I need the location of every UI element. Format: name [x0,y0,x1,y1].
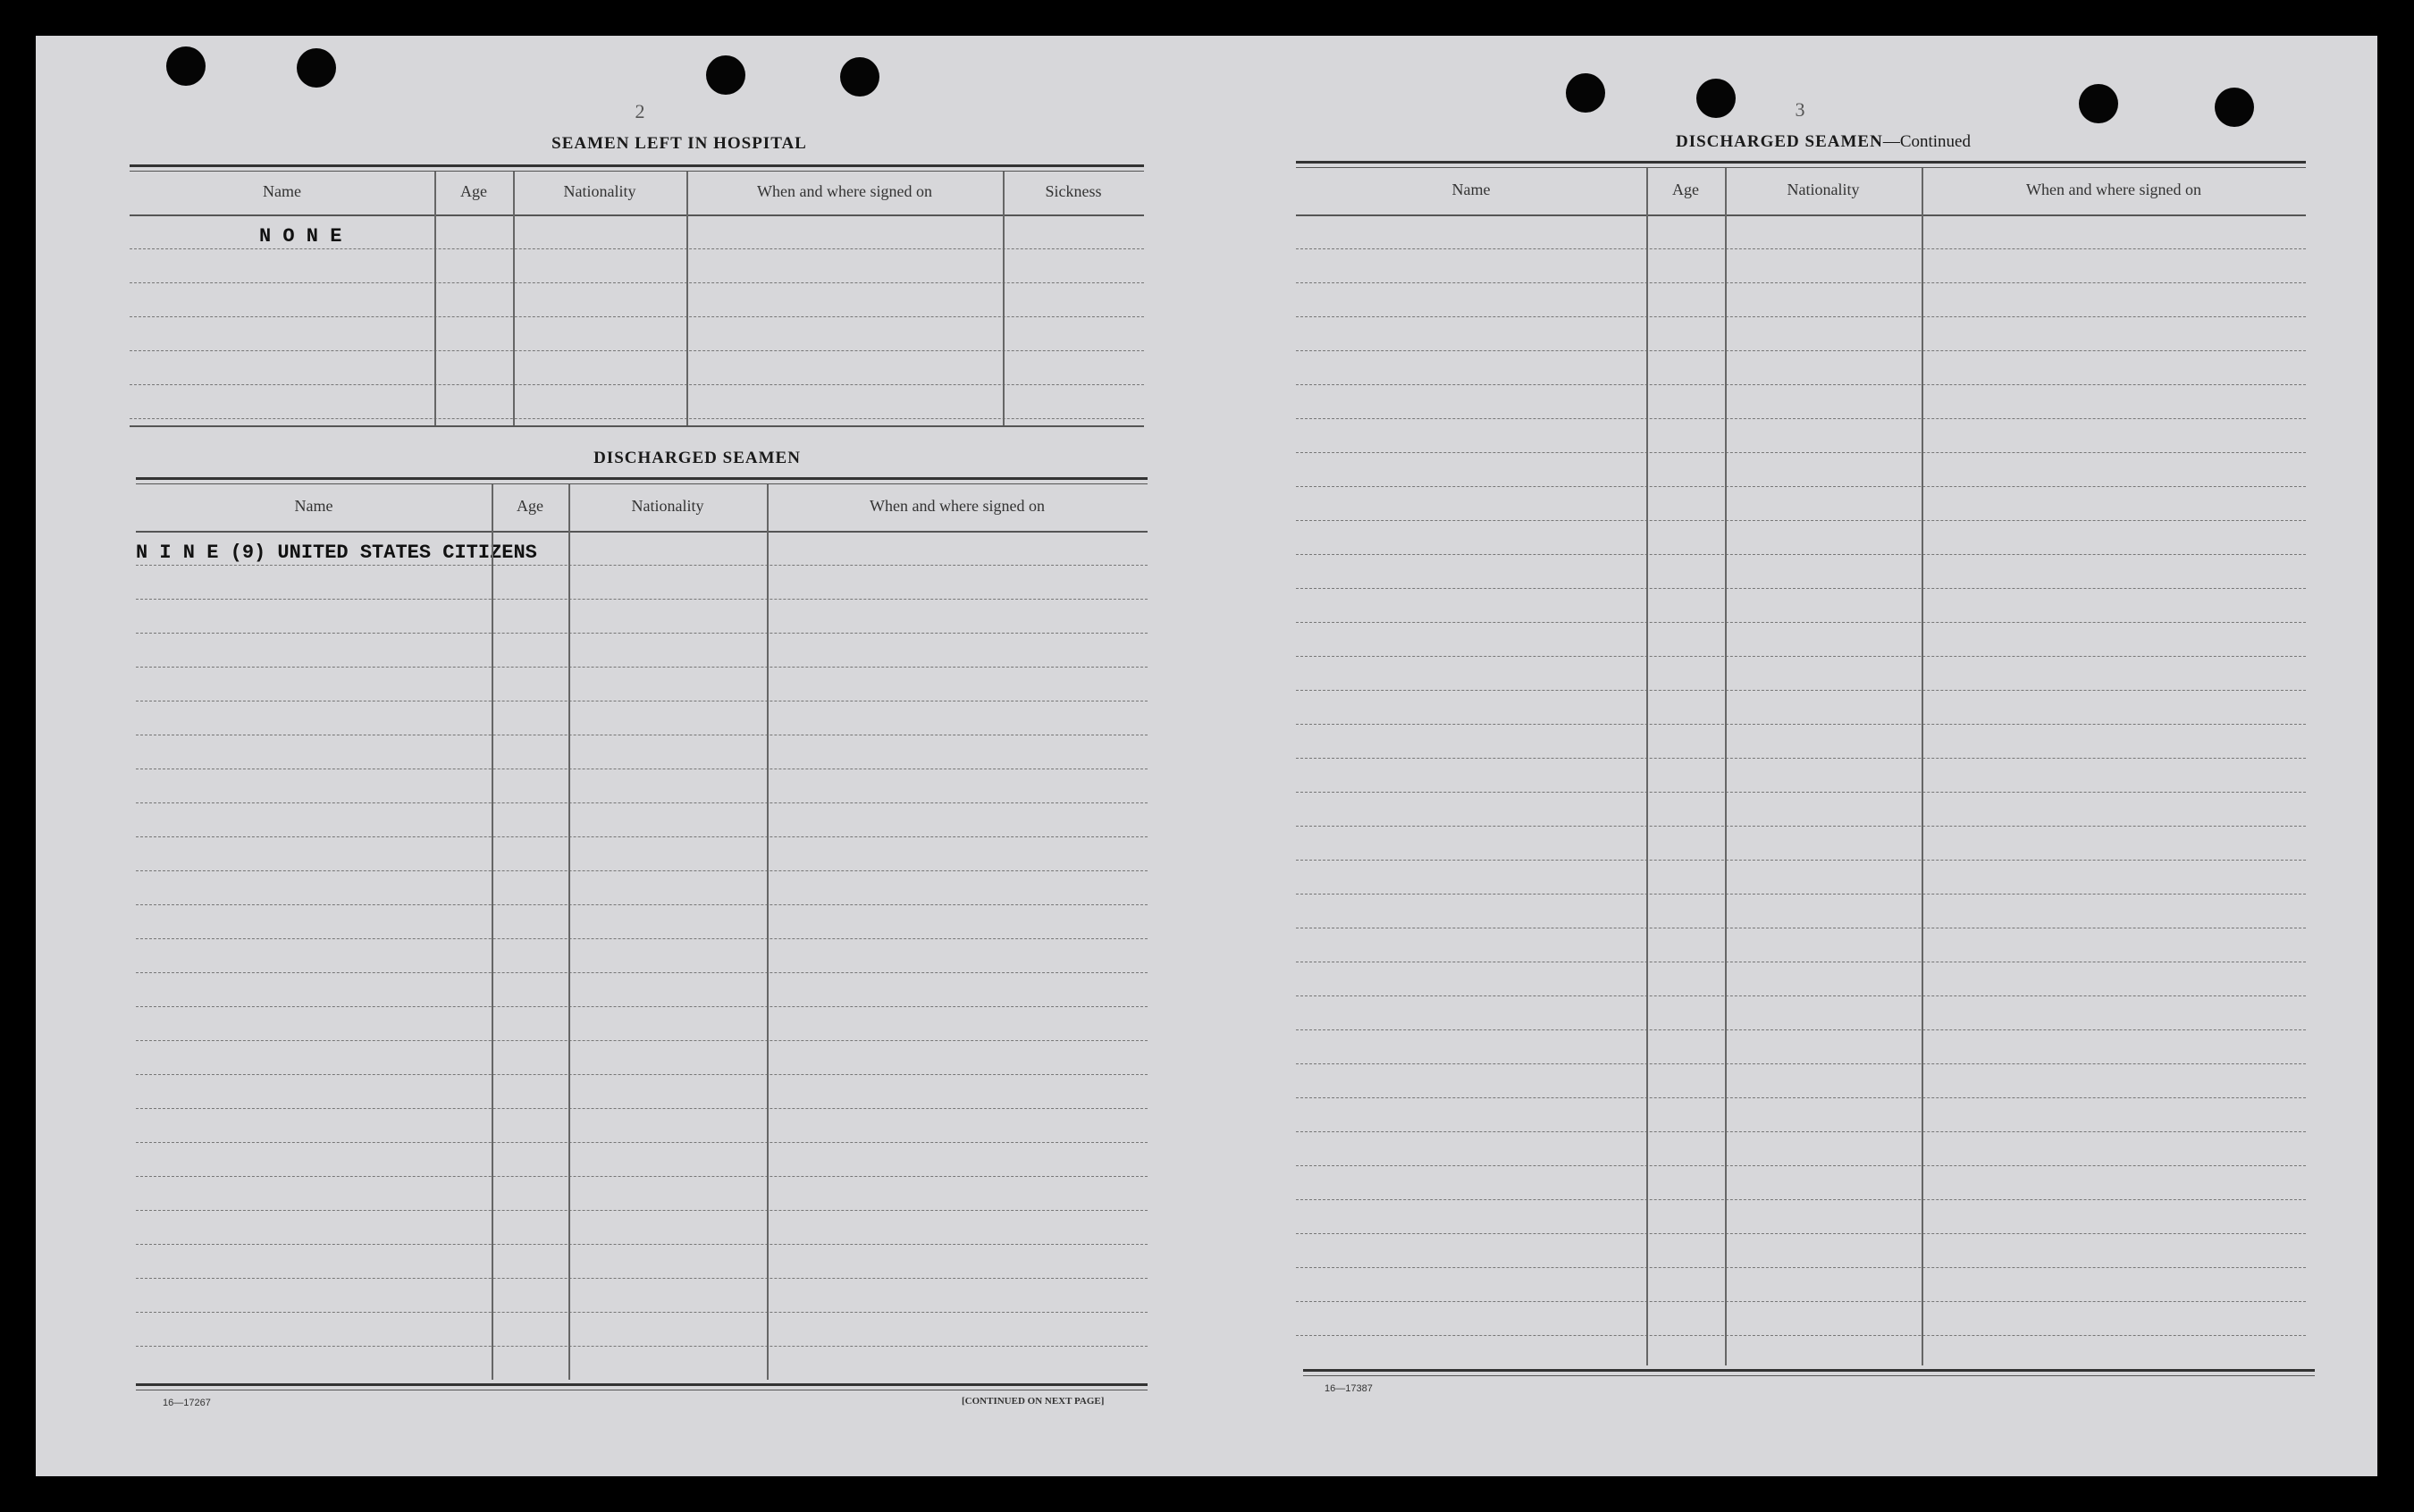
discharged-entry: N I N E (9) UNITED STATES CITIZENS [136,542,537,564]
row-rule [1296,690,2306,691]
column-header: When and where signed on [2026,181,2201,198]
row-rule [136,1244,1148,1245]
row-rule [136,565,1148,566]
row-rule [130,350,1144,351]
row-rule [136,633,1148,634]
column-header: Name [294,497,333,515]
row-rule [136,802,1148,803]
column-divider [513,172,515,425]
header-rule [130,214,1144,216]
section-title-hospital: SEAMEN LEFT IN HOSPITAL [551,134,807,153]
punch-hole [706,55,745,95]
row-rule [130,282,1144,283]
section-rule [136,477,1148,484]
row-rule [1296,826,2306,827]
row-rule [1296,894,2306,895]
row-rule [136,904,1148,905]
column-divider [492,484,493,1380]
row-rule [136,972,1148,973]
section-title-discharged-continued [1555,132,2091,152]
column-divider [1725,168,1727,1365]
row-rule [1296,384,2306,385]
column-divider [1003,172,1005,425]
punch-hole [840,57,879,97]
row-rule [136,1040,1148,1041]
column-divider [686,172,688,425]
row-rule [1296,1335,2306,1336]
page-number: 2 [635,100,645,122]
row-rule [1296,1301,2306,1302]
column-header: Nationality [1787,181,1860,198]
column-header: Age [517,497,543,515]
column-divider [1922,168,1923,1365]
form-number: 16—17267 [163,1398,211,1408]
column-header: Age [460,182,487,200]
row-rule [1296,282,2306,283]
column-header: Nationality [631,497,704,515]
table-bottom-rule [1303,1369,2315,1376]
row-rule [136,1108,1148,1109]
column-header: Age [1672,181,1699,198]
row-rule [1296,520,2306,521]
row-rule [1296,588,2306,589]
row-rule [136,1210,1148,1211]
column-divider [767,484,769,1380]
row-rule [1296,1029,2306,1030]
section-title-discharged: DISCHARGED SEAMEN [593,449,801,467]
row-rule [1296,452,2306,453]
column-header: Name [1451,181,1491,198]
title-main: DISCHARGED SEAMEN [1675,132,1883,151]
row-rule [1296,724,2306,725]
table-bottom-line [130,425,1144,427]
table-bottom-rule [136,1383,1148,1390]
section-rule [130,164,1144,172]
row-rule [136,1074,1148,1075]
row-rule [1296,1063,2306,1064]
punch-hole [1696,79,1736,118]
row-rule [136,836,1148,837]
row-rule [1296,622,2306,623]
row-rule [1296,486,2306,487]
row-rule [136,1346,1148,1347]
column-header: Nationality [563,182,636,200]
row-rule [1296,1199,2306,1200]
row-rule [136,599,1148,600]
form-number: 16—17387 [1325,1383,1373,1394]
row-rule [1296,1097,2306,1098]
column-header: Name [263,182,301,200]
row-rule [1296,418,2306,419]
page-number: 3 [1795,98,1805,121]
row-rule [1296,1165,2306,1166]
column-header: Sickness [1045,182,1102,200]
row-rule [130,316,1144,317]
row-rule [136,870,1148,871]
column-header: When and where signed on [757,182,932,200]
column-divider [434,172,436,425]
row-rule [136,938,1148,939]
row-rule [1296,1267,2306,1268]
row-rule [1296,248,2306,249]
row-rule [1296,656,2306,657]
row-rule [136,1278,1148,1279]
continued-note: [CONTINUED ON NEXT PAGE] [962,1396,1105,1407]
row-rule [130,418,1144,419]
row-rule [130,248,1144,249]
header-rule [1296,214,2306,216]
section-rule [1296,161,2306,168]
row-rule [130,384,1144,385]
row-rule [1296,758,2306,759]
row-rule [1296,350,2306,351]
column-header: When and where signed on [870,497,1045,515]
punch-hole [1566,73,1605,113]
row-rule [1296,860,2306,861]
row-rule [136,1142,1148,1143]
column-divider [1646,168,1648,1365]
document-sheet [36,36,2377,1476]
row-rule [1296,1233,2306,1234]
hospital-entry: N O N E [259,225,342,248]
punch-hole [2215,88,2254,127]
column-divider [568,484,570,1380]
punch-hole [297,48,336,88]
header-rule [136,531,1148,533]
row-rule [1296,995,2306,996]
row-rule [136,1312,1148,1313]
title-suffix: —Continued [1882,132,1971,151]
row-rule [1296,316,2306,317]
row-rule [136,1006,1148,1007]
punch-hole [2079,84,2118,123]
row-rule [1296,554,2306,555]
punch-hole [166,46,206,86]
row-rule [136,1176,1148,1177]
row-rule [1296,792,2306,793]
row-rule [1296,1131,2306,1132]
row-rule [136,667,1148,668]
